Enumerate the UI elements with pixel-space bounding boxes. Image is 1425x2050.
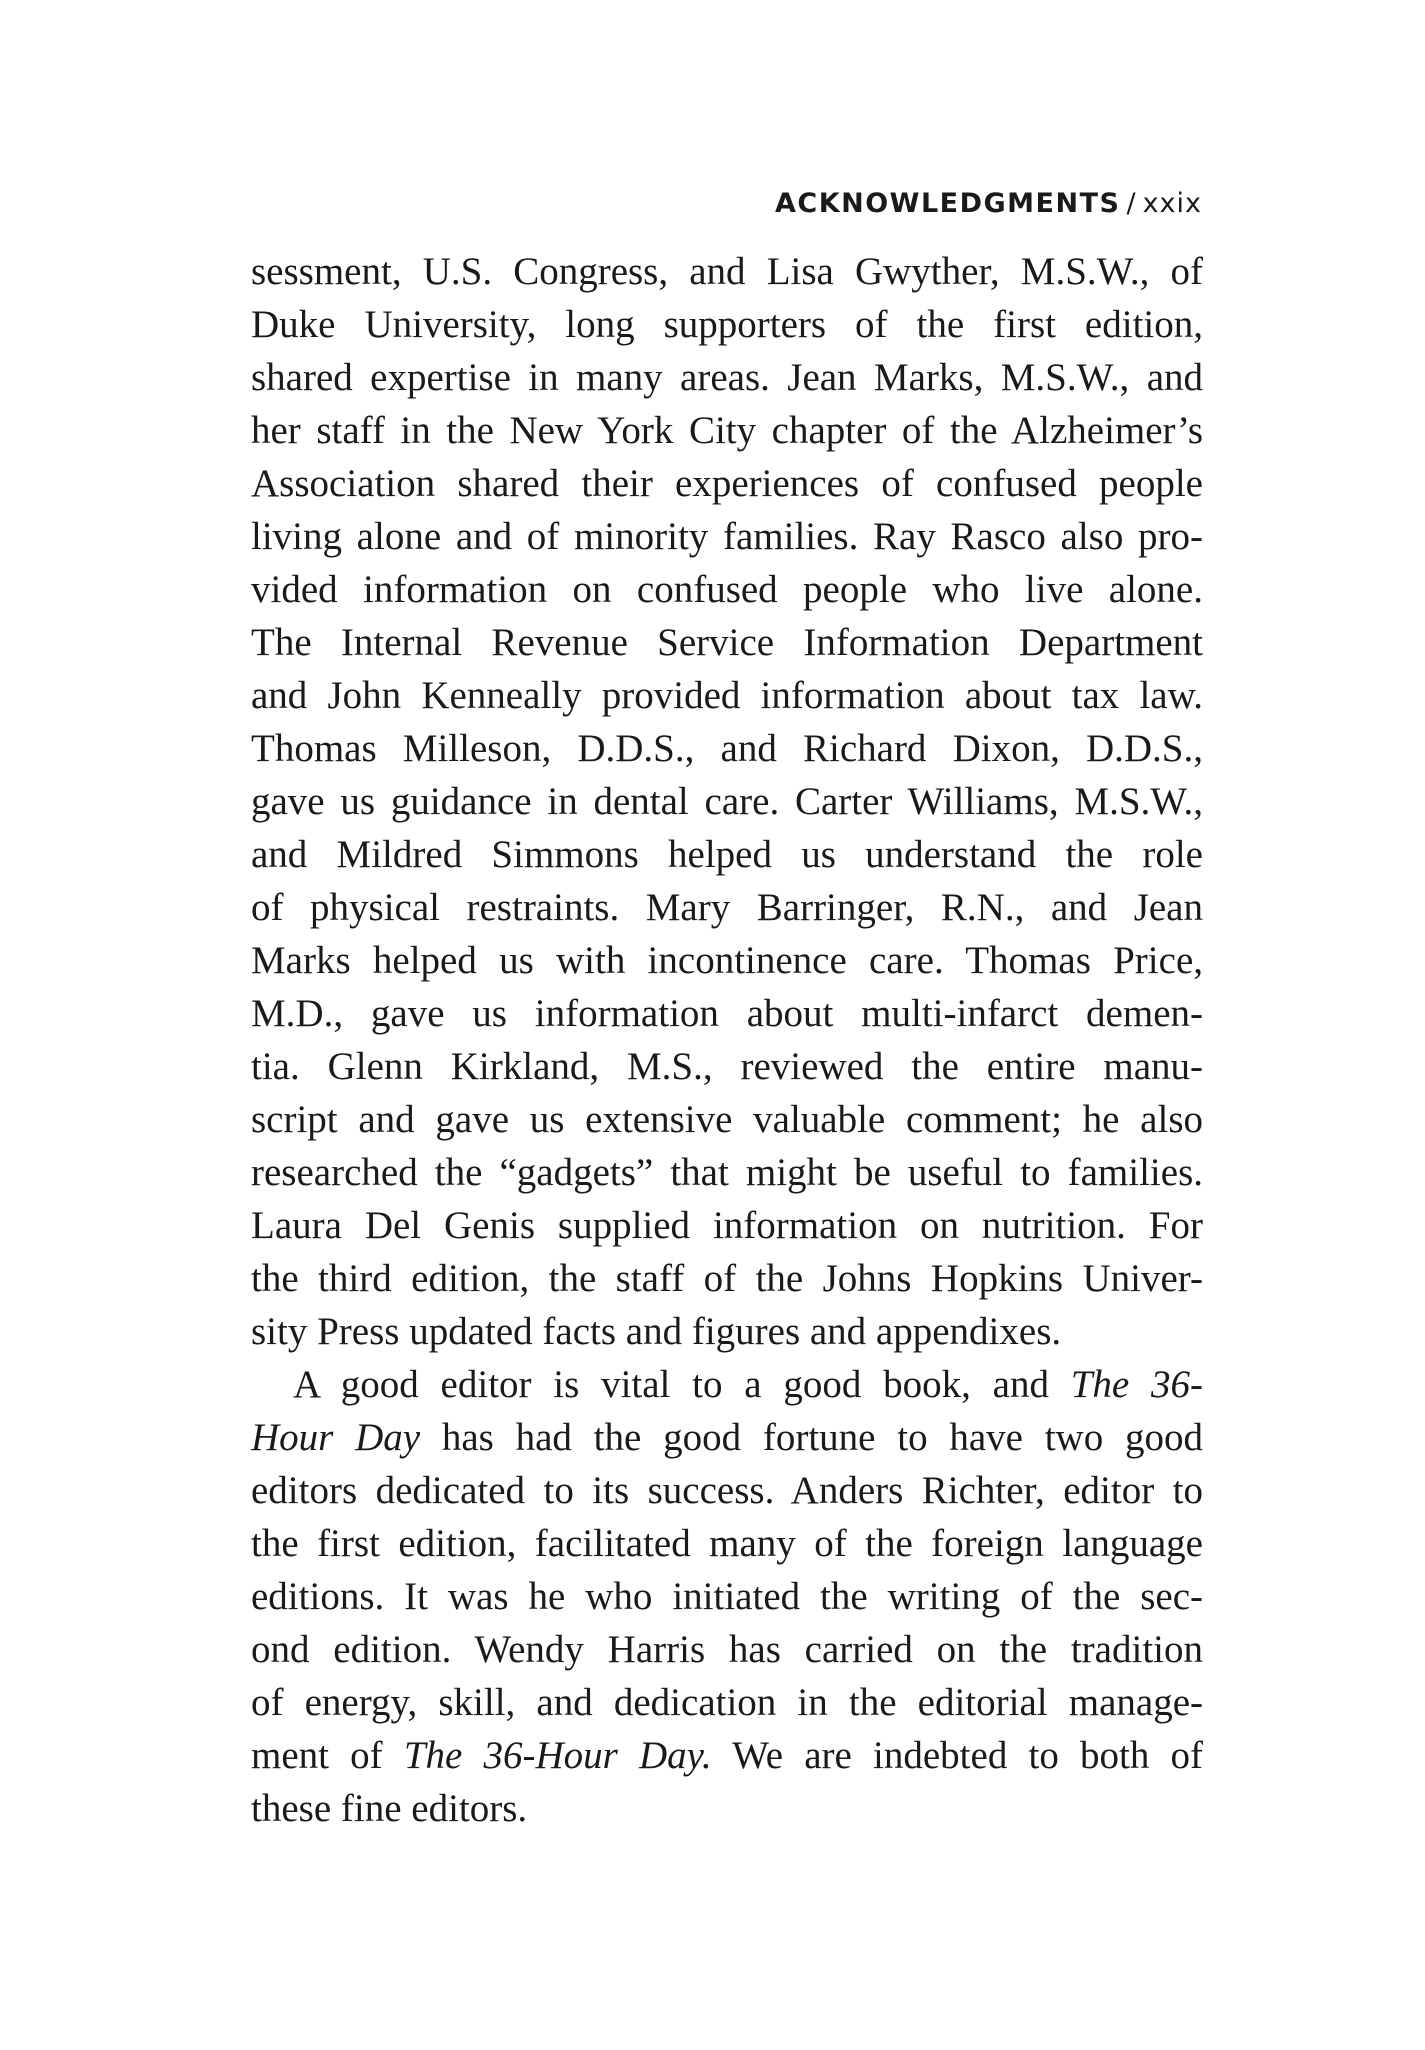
- text-line: script and gave us extensive valuable comment; he also: [251, 1098, 1203, 1141]
- text-line: Laura Del Genis supplied information on nutrition. For: [251, 1204, 1203, 1247]
- text-line: [251, 1358, 1203, 1411]
- text-line: editions. It was he who initiated the writing of the sec-: [251, 1575, 1203, 1618]
- text-line: [251, 1729, 1203, 1782]
- body-text: [251, 245, 1203, 1835]
- text-run: has had the good fortune to have two good: [420, 1416, 1203, 1459]
- paragraph-1: [251, 245, 1203, 1358]
- text-line: vided information on confused people who live alone.: [251, 568, 1203, 611]
- paragraph-2: [251, 1358, 1203, 1835]
- text-line: ond edition. Wendy Harris has carried on the tradition: [251, 1628, 1203, 1671]
- text-line: the third edition, the staff of the Johns Hopkins Univer-: [251, 1257, 1203, 1300]
- text-line: gave us guidance in dental care. Carter Williams, M.S.W.,: [251, 780, 1203, 823]
- running-head: [251, 188, 1202, 219]
- text-line: tia. Glenn Kirkland, M.S., reviewed the entire manu-: [251, 1045, 1203, 1088]
- text-line: Marks helped us with incontinence care. Thomas Price,: [251, 939, 1203, 982]
- text-line: and Mildred Simmons helped us understand the role: [251, 833, 1203, 876]
- text-line: [251, 1411, 1203, 1464]
- text-line: of physical restraints. Mary Barringer, R.N., and Jean: [251, 886, 1203, 929]
- text-line: editors dedicated to its success. Anders Richter, editor to: [251, 1469, 1203, 1512]
- text-line: living alone and of minority families. Ray Rasco also pro-: [251, 515, 1203, 558]
- book-title-italic: Hour Day: [251, 1416, 421, 1459]
- text-line: Duke University, long supporters of the first edition,: [251, 303, 1203, 346]
- text-line: Association shared their experiences of confused people: [251, 462, 1203, 505]
- header-separator: /: [1126, 188, 1137, 219]
- text-line: The Internal Revenue Service Information Department: [251, 621, 1203, 664]
- page-number: xxix: [1142, 188, 1202, 219]
- text-line: the first edition, facilitated many of the foreign language: [251, 1522, 1203, 1565]
- text-line: sessment, U.S. Congress, and Lisa Gwyther, M.S.W., of: [251, 250, 1203, 293]
- section-title: ACKNOWLEDGMENTS: [774, 188, 1121, 219]
- text-line: sity Press updated facts and figures and appendixes.: [251, 1310, 1062, 1353]
- book-title-italic: The 36-Hour Day.: [403, 1734, 712, 1777]
- text-line: shared expertise in many areas. Jean Marks, M.S.W., and: [251, 356, 1203, 399]
- text-line: these fine editors.: [251, 1787, 528, 1830]
- text-line: of energy, skill, and dedication in the editorial manage-: [251, 1681, 1203, 1724]
- text-line: Thomas Milleson, D.D.S., and Richard Dixon, D.D.S.,: [251, 727, 1203, 770]
- text-line: M.D., gave us information about multi-infarct demen-: [251, 992, 1203, 1035]
- text-line: her staff in the New York City chapter of the Alzheimer’s: [251, 409, 1203, 452]
- text-line: researched the “gadgets” that might be useful to families.: [251, 1151, 1203, 1194]
- text-run: A good editor is vital to a good book, and: [293, 1363, 1071, 1406]
- text-run: ment of: [251, 1734, 404, 1777]
- text-line: and John Kenneally provided information about tax law.: [251, 674, 1203, 717]
- book-title-italic: The 36-: [1070, 1363, 1203, 1406]
- text-run: We are indebted to both of: [711, 1734, 1204, 1777]
